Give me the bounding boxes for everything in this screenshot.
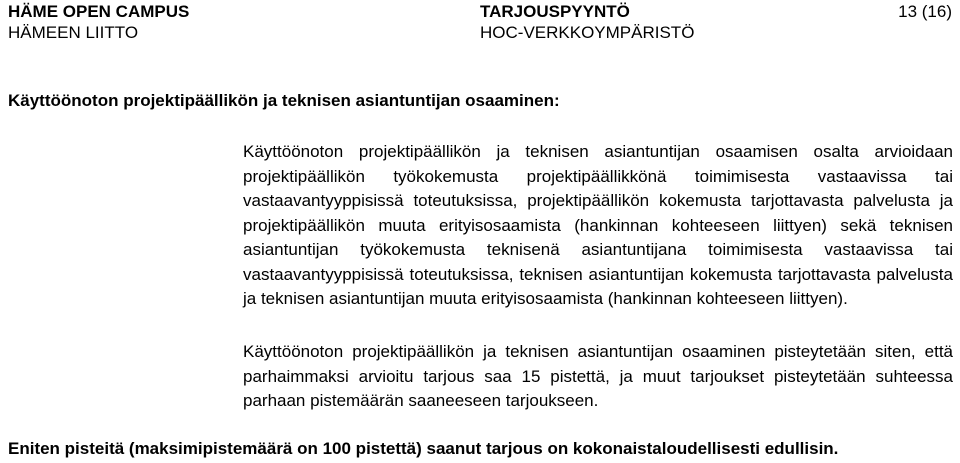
page-header: [8, 0, 952, 44]
closing-statement: Eniten pisteitä (maksimipistemäärä on 100 pistettä) saanut tarjous on kokonaistaloudellisesti edullisin.: [8, 439, 839, 458]
document-subtitle: HOC-VERKKOYMPÄRISTÖ: [480, 23, 695, 42]
organization-name: HÄME OPEN CAMPUS: [8, 2, 190, 21]
organization-subtitle: HÄMEEN LIITTO: [8, 23, 139, 42]
page-number: 13 (16): [898, 2, 952, 21]
section-heading: Käyttöönoton projektipäällikön ja teknisen asiantuntijan osaaminen:: [8, 91, 560, 110]
evaluation-paragraph: Käyttöönoton projektipäällikön ja teknisen asiantuntijan osaamisen osalta arvioidaan projektipäällikön työkokemusta projektipäällikkönä toimimisesta vastaavissa tai vastaavantyyppisissä toteutuksissa, projektipäällikön kokemusta tarjottavasta palvelusta ja projektipäällikön muuta erityisosaamista (hankinnan kohteeseen liittyen) sekä teknisen asiantuntijan työkokemusta teknisenä asiantuntijana toimimisesta vastaavissa tai vastaavantyyppisissä toteutuksissa, teknisen asiantuntijan kokemusta tarjottavasta palvelusta ja teknisen asiantuntijan muuta erityisosaamista (hankinnan kohteeseen liittyen).: [243, 142, 953, 308]
document-type: TARJOUSPYYNTÖ: [480, 2, 630, 21]
scoring-paragraph: Käyttöönoton projektipäällikön ja teknisen asiantuntijan osaaminen pisteytetään siten, että parhaimmaksi arvioitu tarjous saa 15 pistettä, ja muut tarjoukset pisteytetään suhteessa parhaan pistemäärän saaneeseen tarjoukseen.: [243, 342, 953, 410]
